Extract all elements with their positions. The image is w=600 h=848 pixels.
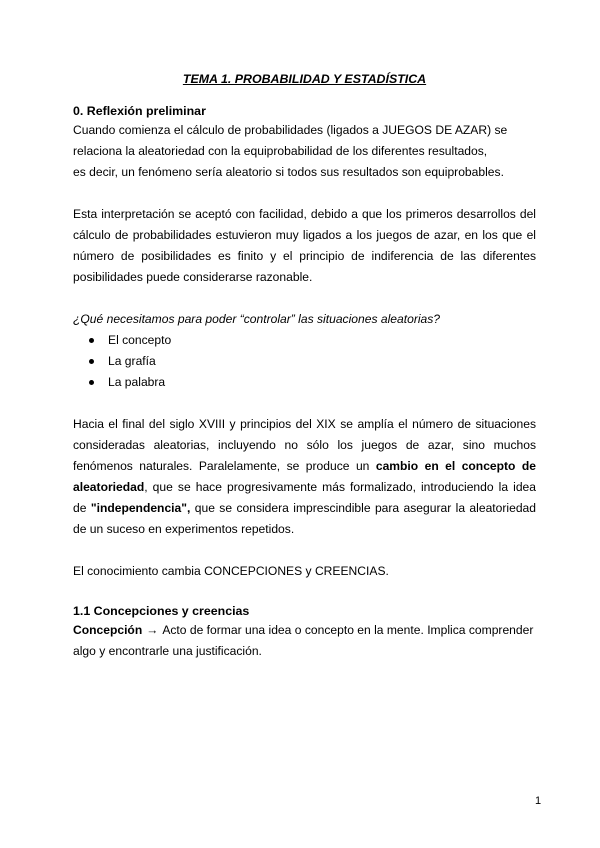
section-heading-reflexion: 0. Reflexión preliminar bbox=[73, 104, 206, 118]
arrow-right-icon: → bbox=[146, 623, 159, 637]
question-text: ¿Qué necesitamos para poder “controlar” las situaciones aleatorias? bbox=[73, 312, 441, 326]
definition-paragraph bbox=[73, 620, 536, 662]
paragraph-line: Cuando comienza el cálculo de probabilidades (ligados a JUEGOS DE AZAR) se bbox=[73, 123, 508, 137]
list-item: La palabra bbox=[73, 372, 536, 393]
text-run: que se considera imprescindible para asegurar la aleatoriedad de un suceso en experimentos repetidos. bbox=[73, 501, 536, 536]
definition-text: Acto de formar una idea o concepto en la mente. Implica comprender algo y encontrarle una justificación. bbox=[73, 623, 534, 658]
paragraph-line: es decir, un fenómeno sería aleatorio si todos sus resultados son equiprobables. bbox=[73, 165, 504, 179]
text-run: , que se hace progresivamente más formalizado, introduciendo la idea de bbox=[73, 480, 536, 515]
list-item: El concepto bbox=[73, 330, 536, 351]
paragraph-historia bbox=[73, 414, 536, 540]
paragraph-conocimiento: El conocimiento cambia CONCEPCIONES y CREENCIAS. bbox=[73, 564, 389, 578]
bold-text-independencia: "independencia", bbox=[90, 501, 191, 515]
definition-term: Concepción bbox=[73, 623, 143, 637]
section-heading-concepciones: 1.1 Concepciones y creencias bbox=[73, 604, 250, 618]
bullet-list bbox=[73, 330, 536, 393]
text-run: Hacia el final del siglo XVIII y principios del XIX se amplía el número de situaciones consideradas aleatorias, incluyendo no sólo los juegos de azar, sino muchos fenómenos naturales. Paralelamente, se produce un bbox=[73, 417, 536, 473]
paragraph-intro bbox=[73, 120, 536, 183]
document-title: TEMA 1. PROBABILIDAD Y ESTADÍSTICA bbox=[182, 72, 427, 86]
paragraph-line: relaciona la aleatoriedad con la equiprobabilidad de los diferentes resultados, bbox=[73, 144, 488, 158]
paragraph-interpretacion: Esta interpretación se aceptó con facilidad, debido a que los primeros desarrollos del cálculo de probabilidades estuvieron muy ligados a los juegos de azar, en los que el número de posibilidades es finito y el principio de indiferencia de las diferentes posibilidades puede considerarse razonable. bbox=[73, 207, 536, 284]
list-item: La grafía bbox=[73, 351, 536, 372]
page-number: 1 bbox=[535, 795, 542, 807]
document-page bbox=[73, 71, 536, 662]
bold-text-aleatoriedad: cambio en el concepto de aleatoriedad bbox=[73, 459, 536, 494]
